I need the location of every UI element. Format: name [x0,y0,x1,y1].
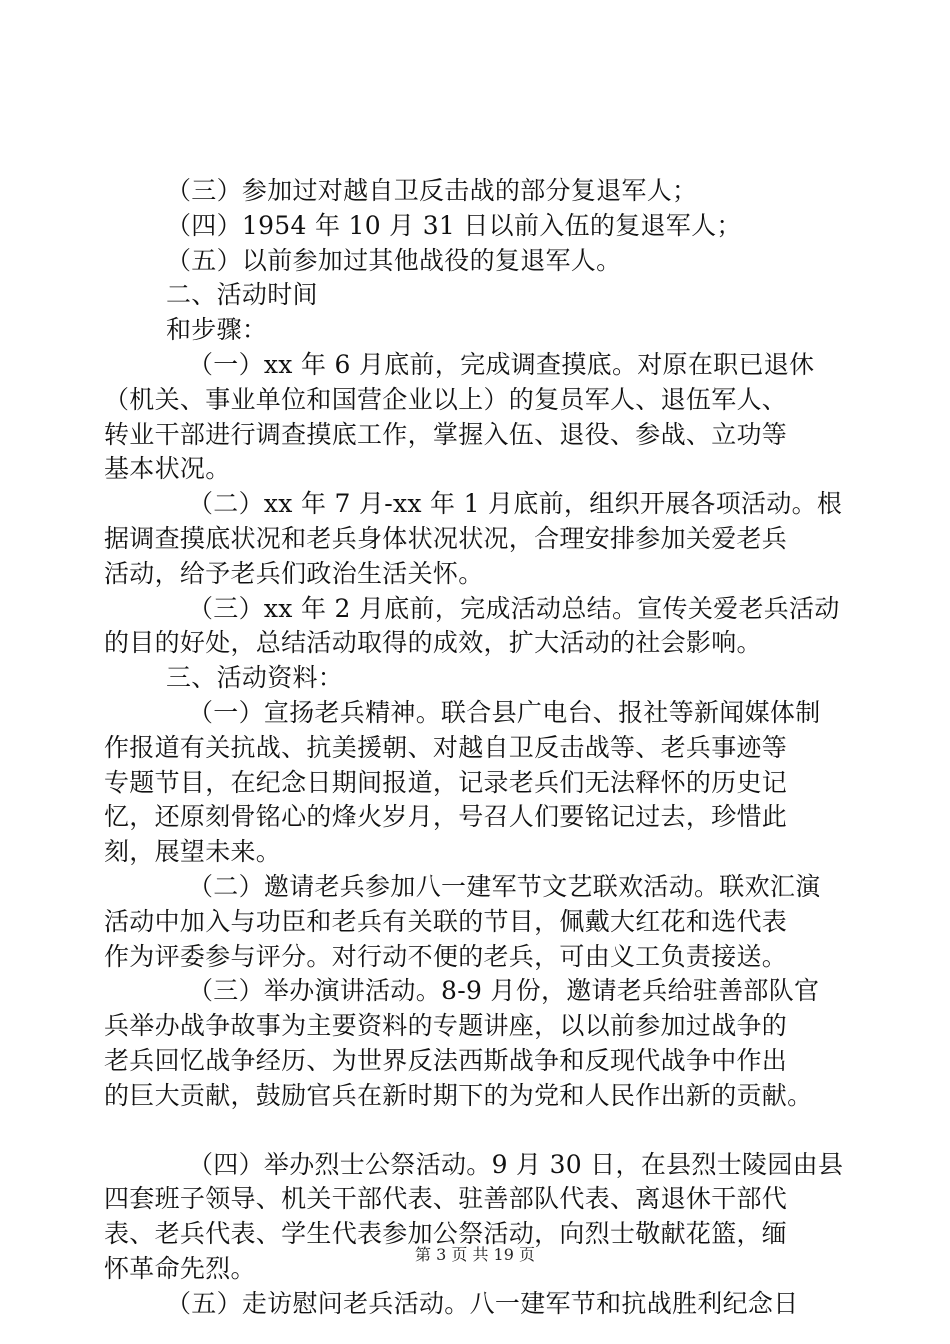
paragraph-line: 表、老兵代表、学生代表参加公祭活动，向烈士敬献花篮，缅 [104,1219,788,1249]
section-heading: 二、活动时间 [166,280,318,310]
paragraph-line: （一）xx 年 6 月底前，完成调查摸底。对原在职已退休 [188,349,815,379]
paragraph-line: 的目的好处，总结活动取得的成效，扩大活动的社会影响。 [104,628,762,658]
paragraph-line: 专题节目，在纪念日期间报道，记录老兵们无法释怀的历史记 [104,767,788,797]
paragraph-line: 的巨大贡献，鼓励官兵在新时期下的为党和人民作出新的贡献。 [104,1080,813,1110]
paragraph-line: 据调查摸底状况和老兵身体状况状况，合理安排参加关爱老兵 [104,523,788,553]
paragraph-line: （三）举办演讲活动。8-9 月份，邀请老兵给驻善部队官 [188,976,820,1006]
paragraph-line: （二）邀请老兵参加八一建军节文艺联欢活动。联欢汇演 [188,871,821,901]
paragraph-line: （二）xx 年 7 月-xx 年 1 月底前，组织开展各项活动。根 [188,489,843,519]
paragraph-line: 活动中加入与功臣和老兵有关联的节目，佩戴大红花和选代表 [104,906,788,936]
document-body [104,174,846,1322]
paragraph-line: 活动，给予老兵们政治生活关怀。 [104,558,484,588]
paragraph-line: 老兵回忆战争经历、为世界反法西斯战争和反现代战争中作出 [104,1045,788,1075]
paragraph-line: （三）参加过对越自卫反击战的部分复退军人； [166,176,698,205]
paragraph-line: （五）走访慰问老兵活动。八一建军节和抗战胜利纪念日 [166,1288,799,1318]
paragraph-line: 刻，展望未来。 [104,837,282,867]
section-heading: 和步骤： [166,315,268,345]
paragraph-line: （机关、事业单位和国营企业以上）的复员军人、退伍军人、 [104,384,788,414]
paragraph-gap [104,1114,846,1148]
paragraph-line: （三）xx 年 2 月底前，完成活动总结。宣传关爱老兵活动 [188,593,840,623]
paragraph-line: 作为评委参与评分。对行动不便的老兵，可由义工负责接送。 [104,941,788,971]
paragraph-line: 基本状况。 [104,454,231,484]
paragraph-line: 怀革命先烈。 [104,1253,256,1283]
paragraph-line: 忆，还原刻骨铭心的烽火岁月，号召人们要铭记过去，珍惜此 [104,802,788,832]
paragraph-line: （四）1954 年 10 月 31 日以前入伍的复退军人； [166,210,742,240]
paragraph-line: （四）举办烈士公祭活动。9 月 30 日，在县烈士陵园由县 [188,1149,844,1179]
page-footer: 第 3 页 共 19 页 [415,1245,535,1264]
paragraph-line: 转业干部进行调查摸底工作，掌握入伍、退役、参战、立功等 [104,419,788,449]
paragraph-line: 兵举办战争故事为主要资料的专题讲座，以以前参加过战争的 [104,1011,788,1041]
paragraph-line: （一）宣扬老兵精神。联合县广电台、报社等新闻媒体制 [188,697,821,727]
section-heading: 三、活动资料： [166,663,344,693]
paragraph-line: 四套班子领导、机关干部代表、驻善部队代表、离退休干部代 [104,1184,788,1214]
paragraph-line: 作报道有关抗战、抗美援朝、对越自卫反击战等、老兵事迹等 [104,732,788,762]
paragraph-line: （五）以前参加过其他战役的复退军人。 [166,245,622,275]
